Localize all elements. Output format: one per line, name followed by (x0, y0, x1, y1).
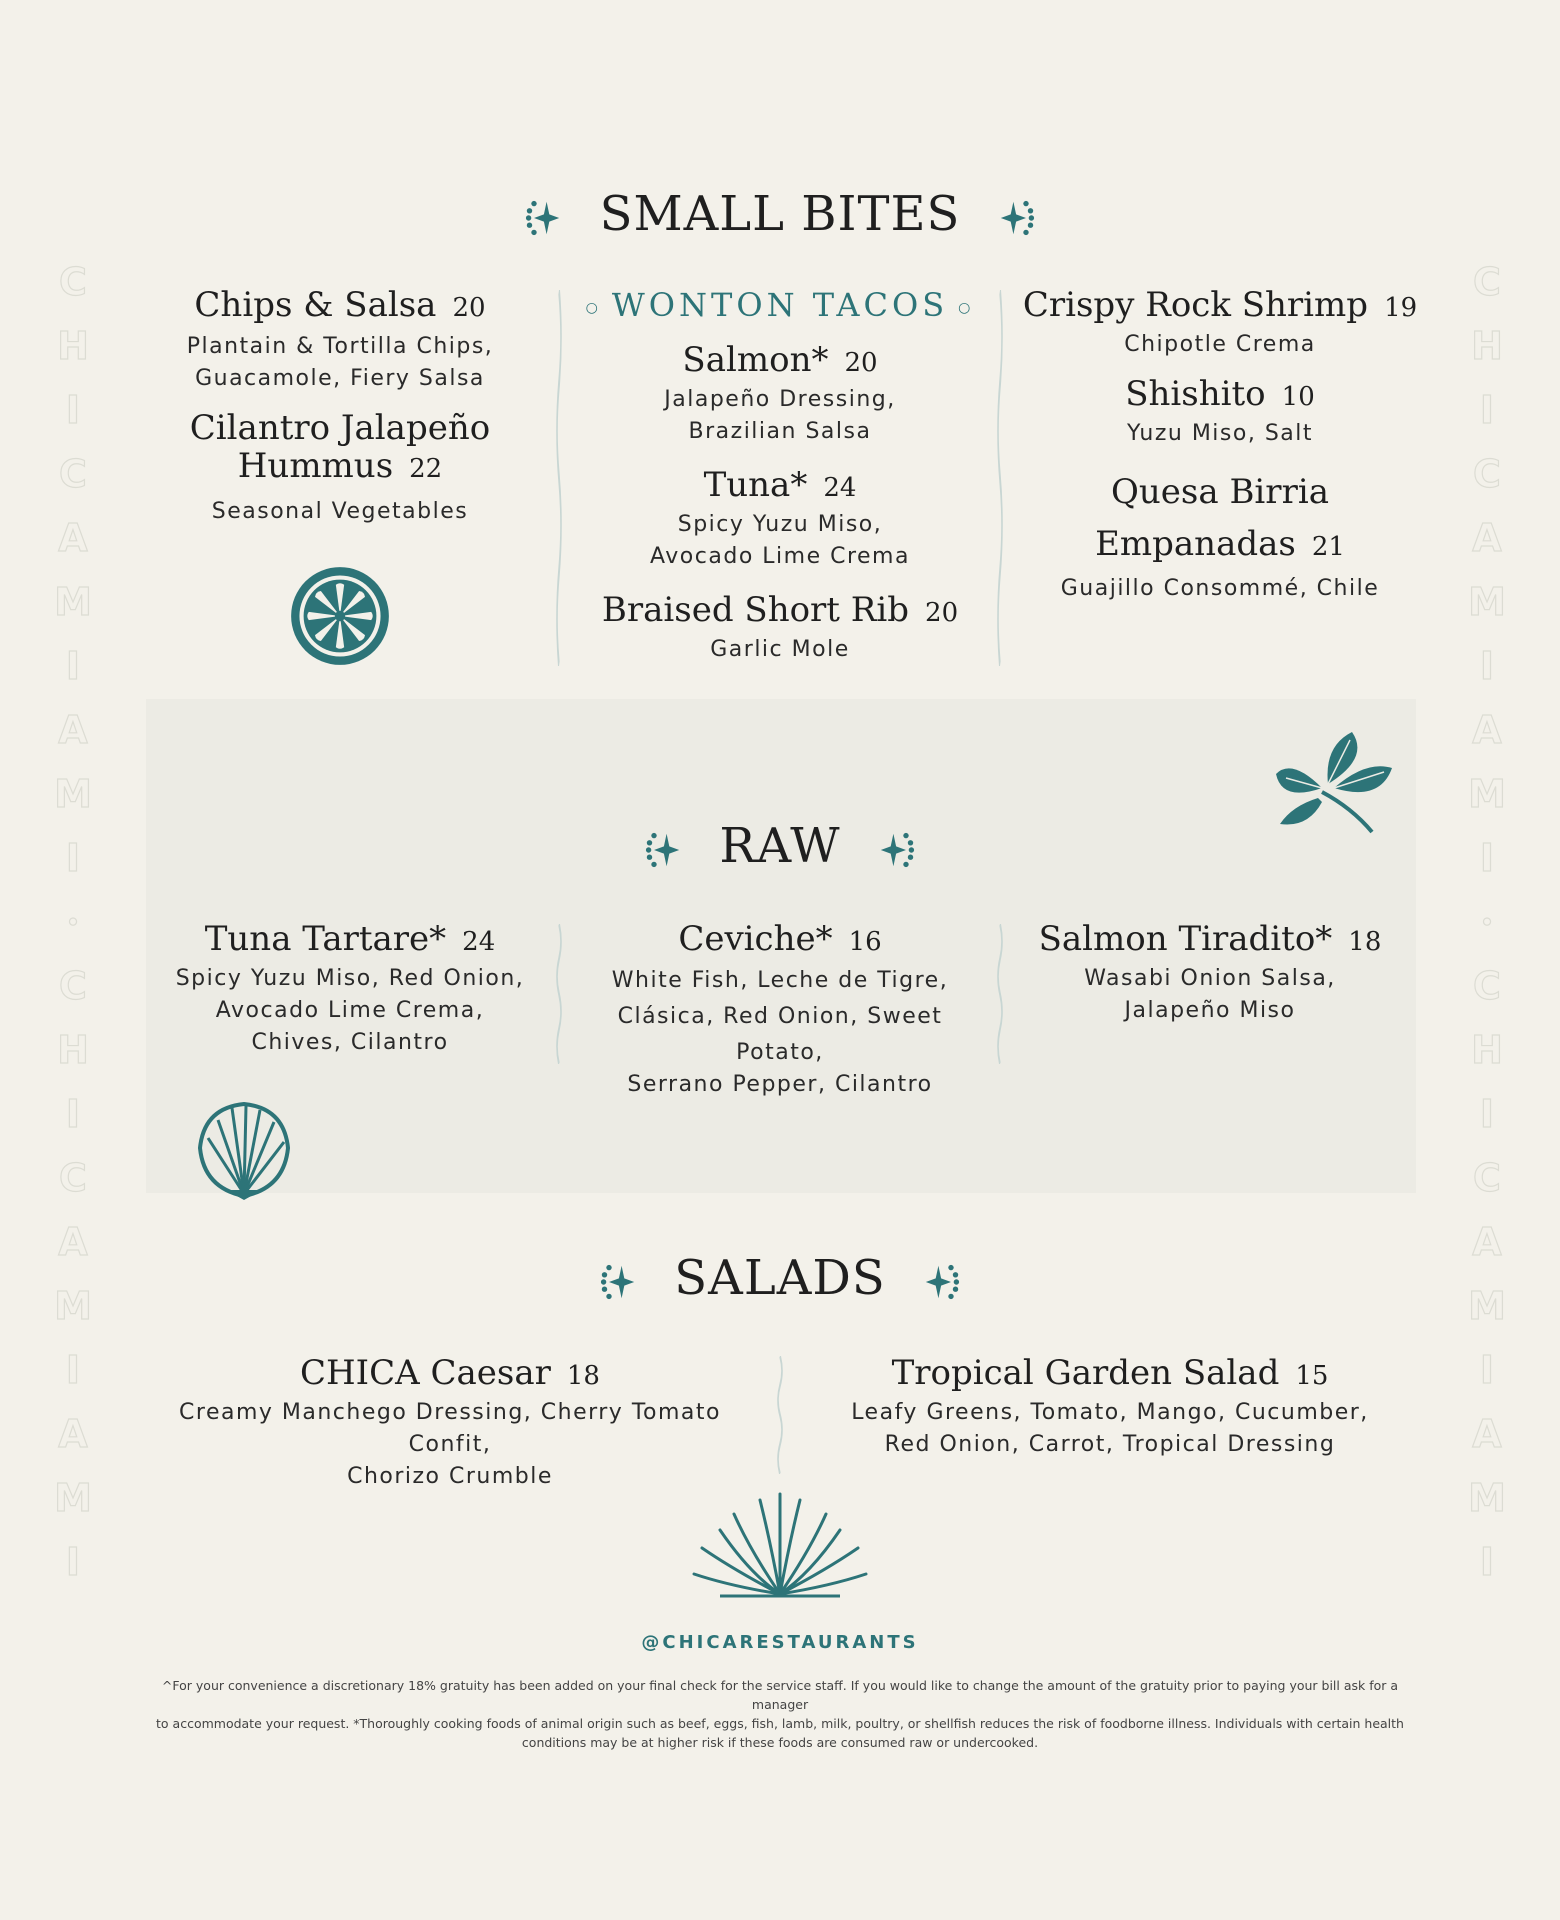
side-letter: C (59, 1156, 87, 1200)
item-title: Empanadas (1095, 524, 1296, 564)
small-bites-right-column (1020, 284, 1420, 605)
side-letter: H (1471, 1028, 1503, 1072)
side-letter: H (57, 1028, 89, 1072)
side-letter: M (1468, 772, 1506, 816)
side-letter: A (1472, 1412, 1502, 1456)
item-title: Ceviche* (678, 919, 833, 959)
item-title: Hummus (237, 446, 394, 486)
item-description: Creamy Manchego Dressing, Cherry Tomato Confit, (179, 1400, 721, 1457)
footnote-line: ^For your convenience a discretionary 18% gratuity has been added on your final check for the service staff. If you would like to change the amount of the gratuity prior to paying your bill ask for a manager (161, 1678, 1399, 1712)
side-letter: A (1472, 708, 1502, 752)
side-letter: A (58, 1412, 88, 1456)
side-letter: H (1471, 324, 1503, 368)
salad-item-chica-caesar (140, 1352, 760, 1493)
side-letter: I (1479, 1092, 1495, 1136)
star-ornament-icon (924, 1260, 960, 1304)
column-divider (996, 924, 1004, 1064)
item-title: Chips & Salsa (194, 285, 437, 325)
item-title: Braised Short Rib (601, 589, 910, 630)
side-letter: M (54, 1284, 92, 1328)
section-title-text: RAW (719, 818, 841, 874)
section-title-text: SMALL BITES (599, 186, 961, 242)
item-price: 19 (1384, 293, 1418, 323)
side-letter: M (54, 1476, 92, 1520)
wonton-tacos-column (580, 284, 980, 666)
side-letter: I (65, 1540, 81, 1584)
side-letter: M (1468, 1284, 1506, 1328)
item-title: Quesa Birria (1111, 472, 1329, 512)
small-bites-left-column (160, 284, 520, 528)
wonton-tacos-heading: ○ WONTON TACOS ○ (585, 286, 975, 324)
side-letter: A (58, 516, 88, 560)
column-divider (555, 924, 563, 1064)
section-title-salads (0, 1250, 1560, 1306)
side-letter: C (1473, 260, 1501, 304)
heading-text: WONTON TACOS (611, 286, 949, 324)
item-description: Spicy Yuzu Miso, Red Onion, (175, 966, 525, 991)
item-description: Garlic Mole (710, 636, 850, 662)
side-letter: I (1479, 1540, 1495, 1584)
item-description: Spicy Yuzu Miso, (677, 511, 883, 537)
item-price: 24 (462, 927, 496, 957)
side-letter: I (65, 644, 81, 688)
item-description: Chives, Cilantro (251, 1030, 449, 1055)
item-description: Jalapeño Dressing, (664, 386, 896, 412)
item-description: Avocado Lime Crema, (215, 998, 485, 1023)
raw-item-tuna-tartare (150, 918, 550, 1059)
item-price: 20 (925, 597, 959, 628)
side-letter: • (1480, 910, 1494, 934)
side-letter: H (57, 324, 89, 368)
item-description: Red Onion, Carrot, Tropical Dressing (884, 1432, 1336, 1457)
item-description: Brazilian Salsa (688, 418, 872, 444)
lime-slice-icon (288, 564, 392, 668)
side-lettering-right (1452, 250, 1522, 1594)
footnote-line: conditions may be at higher risk if these foods are consumed raw or undercooked. (521, 1735, 1039, 1750)
side-letter: C (1473, 452, 1501, 496)
star-ornament-icon (600, 1260, 636, 1304)
section-title-raw (0, 818, 1560, 874)
item-price: 24 (823, 472, 857, 503)
side-letter: I (65, 1348, 81, 1392)
item-price: 18 (566, 1361, 600, 1391)
star-ornament-icon (645, 828, 681, 872)
item-description: Guacamole, Fiery Salsa (195, 366, 485, 391)
item-title: Tropical Garden Salad (891, 1353, 1280, 1393)
star-ornament-icon (999, 196, 1035, 240)
side-letter: I (65, 388, 81, 432)
item-description: Plantain & Tortilla Chips, (186, 334, 494, 359)
footnote-line: to accommodate your request. *Thoroughly cooking foods of animal origin such as beef, eggs, fish, lamb, milk, poultry, or shellfish reduces the risk of foodborne illness. Individuals with certain health (156, 1716, 1404, 1731)
section-title-text: SALADS (674, 1250, 886, 1306)
side-letter: C (1473, 1156, 1501, 1200)
star-ornament-icon (525, 196, 561, 240)
side-letter: M (54, 580, 92, 624)
item-description: Chorizo Crumble (347, 1464, 553, 1489)
item-title: Salmon Tiradito* (1038, 919, 1333, 959)
item-description: Chipotle Crema (1124, 332, 1316, 357)
side-letter: A (58, 1220, 88, 1264)
side-letter: C (59, 964, 87, 1008)
item-price: 15 (1295, 1361, 1329, 1391)
side-letter: I (1479, 1348, 1495, 1392)
instagram-handle: @CHICARESTAURANTS (641, 1632, 919, 1653)
item-description: Leafy Greens, Tomato, Mango, Cucumber, (851, 1400, 1369, 1425)
item-description: Seasonal Vegetables (211, 499, 469, 524)
column-divider (996, 290, 1004, 666)
item-price: 10 (1281, 382, 1315, 412)
item-title: Tuna* (703, 464, 808, 505)
item-price: 16 (848, 927, 882, 957)
menu-item-name (160, 284, 520, 329)
raw-item-salmon-tiradito (1010, 918, 1410, 1027)
item-title: Tuna Tartare* (204, 919, 447, 959)
side-letter: C (59, 260, 87, 304)
item-description: Jalapeño Miso (1124, 998, 1296, 1023)
side-letter: I (1479, 836, 1495, 880)
item-description: Serrano Pepper, Cilantro (627, 1072, 933, 1097)
side-letter: • (66, 910, 80, 934)
side-letter: M (1468, 1476, 1506, 1520)
side-lettering-left (38, 250, 108, 1594)
scallop-shell-icon (194, 1098, 294, 1202)
item-description: White Fish, Leche de Tigre, (611, 968, 949, 993)
item-title: Salmon* (682, 339, 829, 380)
column-divider (776, 1356, 784, 1474)
salad-item-tropical-garden (800, 1352, 1420, 1461)
item-description: Wasabi Onion Salsa, (1084, 966, 1336, 991)
item-title: Shishito (1125, 374, 1266, 414)
item-title: Cilantro Jalapeño (189, 408, 491, 448)
item-price: 20 (452, 293, 486, 323)
side-letter: M (1468, 580, 1506, 624)
item-description: Guajillo Consommé, Chile (1060, 576, 1380, 601)
side-letter: C (1473, 964, 1501, 1008)
side-letter: C (59, 452, 87, 496)
agave-plant-icon (690, 1490, 870, 1600)
side-letter: I (65, 836, 81, 880)
item-title: Crispy Rock Shrimp (1022, 285, 1369, 325)
item-price: 20 (844, 347, 878, 378)
side-letter: I (65, 1092, 81, 1136)
side-letter: A (1472, 516, 1502, 560)
item-description: Clásica, Red Onion, Sweet Potato, (617, 1004, 943, 1065)
side-letter: I (1479, 388, 1495, 432)
item-price: 18 (1348, 927, 1382, 957)
item-description: Avocado Lime Crema (650, 543, 910, 569)
side-letter: M (54, 772, 92, 816)
item-description: Yuzu Miso, Salt (1126, 421, 1314, 446)
side-letter: A (58, 708, 88, 752)
side-letter: A (1472, 1220, 1502, 1264)
item-title: CHICA Caesar (300, 1353, 551, 1393)
side-letter: I (1479, 644, 1495, 688)
section-title-small-bites (0, 186, 1560, 242)
item-price: 22 (409, 454, 443, 484)
star-ornament-icon (879, 828, 915, 872)
footnote (140, 1676, 1420, 1752)
raw-item-ceviche (570, 918, 990, 1099)
item-price: 21 (1311, 532, 1345, 562)
column-divider (555, 290, 563, 666)
